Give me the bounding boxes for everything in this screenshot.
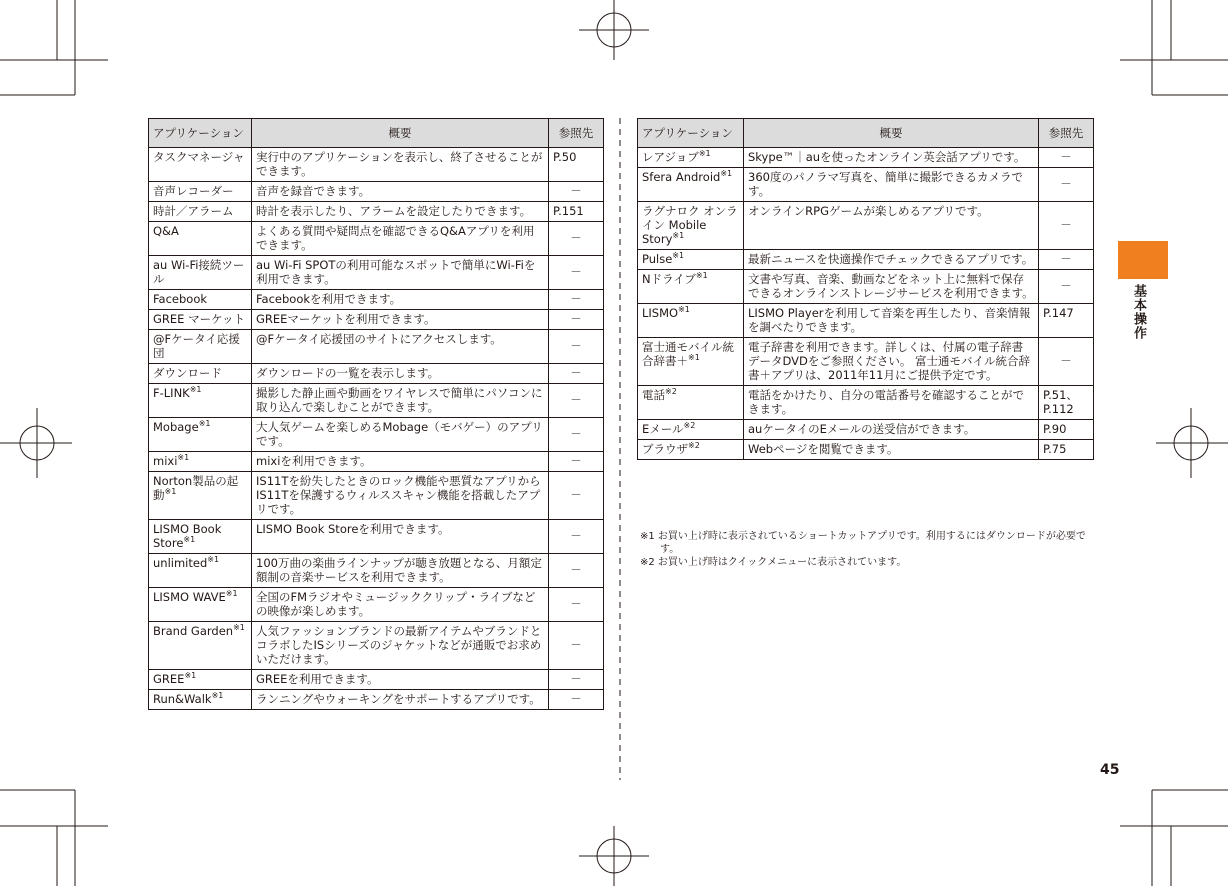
- right-table-body: [638, 148, 1094, 460]
- summary-cell: 人気ファッションブランドの最新アイテムやブランドとコラボしたISシリーズのジャケットなどが通販でお求めいただけます。: [252, 622, 549, 670]
- ref-cell: －: [1039, 338, 1094, 386]
- table-row: [149, 222, 604, 256]
- table-row: [638, 338, 1094, 386]
- table-row: [149, 418, 604, 452]
- app-name: LISMO WAVE: [153, 590, 226, 604]
- summary-cell: 大人気ゲームを楽しめるMobage（モバゲー）のアプリです。: [252, 418, 549, 452]
- header-summary: 概要: [252, 119, 549, 148]
- table-row: [638, 202, 1094, 250]
- section-tab-label: 基本操作: [1131, 284, 1146, 340]
- summary-cell: Facebookを利用できます。: [252, 290, 549, 310]
- summary-cell: 音声を録音できます。: [252, 182, 549, 202]
- ref-cell: －: [549, 472, 604, 520]
- app-name-cell: [149, 222, 252, 256]
- ref-cell: P.147: [1039, 304, 1094, 338]
- app-name-cell: [638, 250, 744, 270]
- footnote-marker: ※1: [672, 251, 685, 261]
- summary-cell: auケータイのEメールの送受信ができます。: [744, 420, 1039, 440]
- app-name-cell: [149, 670, 252, 690]
- footnote-marker: ※1: [198, 419, 211, 429]
- app-name: ブラウザ: [642, 442, 688, 456]
- summary-cell: @Fケータイ応援団のサイトにアクセスします。: [252, 330, 549, 364]
- summary-cell: 文書や写真、音楽、動画などをネット上に無料で保存できるオンラインストレージサービスを利用できます。: [744, 270, 1039, 304]
- app-name-cell: [149, 182, 252, 202]
- app-name: ダウンロード: [153, 366, 222, 380]
- footnote-marker: ※1: [695, 271, 708, 281]
- table-row: [638, 270, 1094, 304]
- app-name-cell: [638, 304, 744, 338]
- table-row: [638, 440, 1094, 460]
- app-name-cell: [149, 472, 252, 520]
- summary-cell: よくある質問や疑問点を確認できるQ&Aアプリを利用できます。: [252, 222, 549, 256]
- app-name: au Wi-Fi接続ツール: [153, 258, 245, 286]
- app-name: Facebook: [153, 292, 208, 306]
- footnote-marker: ※1: [184, 671, 197, 681]
- ref-cell: －: [1039, 250, 1094, 270]
- app-name-cell: [638, 148, 744, 168]
- footnote-marker: ※1: [720, 169, 733, 179]
- app-name-cell: [149, 520, 252, 554]
- summary-cell: mixiを利用できます。: [252, 452, 549, 472]
- summary-cell: オンラインRPGゲームが楽しめるアプリです。: [744, 202, 1039, 250]
- ref-cell: －: [1039, 168, 1094, 202]
- summary-cell: 全国のFMラジオやミュージッククリップ・ライブなどの映像が楽しめます。: [252, 588, 549, 622]
- footnote-marker: ※1: [177, 453, 190, 463]
- summary-cell: 360度のパノラマ写真を、簡単に撮影できるカメラです。: [744, 168, 1039, 202]
- ref-cell: －: [549, 256, 604, 290]
- footnote-marker: ※1: [164, 487, 177, 497]
- app-name-cell: [638, 440, 744, 460]
- app-name-cell: [149, 588, 252, 622]
- app-name: 富士通モバイル統合辞書＋: [642, 340, 734, 368]
- ref-cell: －: [549, 330, 604, 364]
- ref-cell: －: [549, 364, 604, 384]
- footnotes: [640, 530, 1095, 569]
- ref-cell: P.75: [1039, 440, 1094, 460]
- app-name: 音声レコーダー: [153, 184, 234, 198]
- table-row: [638, 148, 1094, 168]
- ref-cell: －: [549, 554, 604, 588]
- ref-cell: －: [1039, 148, 1094, 168]
- table-row: [149, 554, 604, 588]
- table-row: [149, 330, 604, 364]
- summary-cell: LISMO Book Storeを利用できます。: [252, 520, 549, 554]
- summary-cell: 時計を表示したり、アラームを設定したりできます。: [252, 202, 549, 222]
- app-name-cell: [149, 310, 252, 330]
- ref-cell: －: [549, 418, 604, 452]
- table-row: [149, 452, 604, 472]
- ref-cell: －: [1039, 270, 1094, 304]
- app-name: Sfera Android: [642, 170, 721, 184]
- table-row: [149, 290, 604, 310]
- table-row: [149, 148, 604, 182]
- app-name-cell: [638, 338, 744, 386]
- app-name-cell: [149, 622, 252, 670]
- app-name-cell: [149, 364, 252, 384]
- footnote-marker: ※2: [683, 421, 696, 431]
- footnote-marker: ※2: [688, 441, 700, 451]
- ref-cell: －: [1039, 202, 1094, 250]
- app-name: LISMO Book Store: [153, 522, 222, 550]
- header-summary: 概要: [744, 119, 1039, 148]
- table-row: [149, 256, 604, 290]
- app-name-cell: [149, 330, 252, 364]
- app-name-cell: [638, 270, 744, 304]
- app-name: GREE マーケット: [153, 312, 246, 326]
- table-row: [638, 250, 1094, 270]
- summary-cell: 電話をかけたり、自分の電話番号を確認することができます。: [744, 386, 1039, 420]
- app-name: Nドライブ: [642, 272, 696, 286]
- app-name-cell: [149, 384, 252, 418]
- footnote-2: ※2 お買い上げ時はクイックメニューに表示されています。: [640, 557, 907, 568]
- footnote-marker: ※1: [183, 535, 196, 545]
- app-name: レアジョブ: [642, 150, 699, 164]
- ref-cell: －: [549, 622, 604, 670]
- app-name: Mobage: [153, 420, 199, 434]
- table-row: [638, 420, 1094, 440]
- footnote-marker: ※1: [225, 589, 238, 599]
- footnote-1: ※1 お買い上げ時に表示されているショートカットアプリです。利用するにはダウンロードが必要です。: [640, 531, 1086, 555]
- footnote-marker: ※2: [665, 387, 677, 397]
- app-name: Q&A: [153, 224, 179, 238]
- table-row: [638, 304, 1094, 338]
- summary-cell: 実行中のアプリケーションを表示し、終了させることができます。: [252, 148, 549, 182]
- app-name: unlimited: [153, 556, 208, 570]
- app-name-cell: [149, 554, 252, 588]
- footnote-marker: ※1: [678, 305, 690, 315]
- app-name: Eメール: [642, 422, 684, 436]
- footnote-marker: ※1: [672, 231, 685, 241]
- ref-cell: －: [549, 520, 604, 554]
- footnote-marker: ※1: [207, 555, 220, 565]
- app-name: Pulse: [642, 252, 673, 266]
- app-name: Norton製品の起動: [153, 474, 239, 502]
- summary-cell: Skype™｜auを使ったオンライン英会話アプリです。: [744, 148, 1039, 168]
- ref-cell: －: [549, 310, 604, 330]
- app-name-cell: [149, 290, 252, 310]
- table-row: [149, 472, 604, 520]
- app-name-cell: [638, 168, 744, 202]
- right-app-table: [637, 118, 1094, 460]
- footnote-marker: ※1: [688, 353, 700, 363]
- ref-cell: P.151: [549, 202, 604, 222]
- summary-cell: GREEマーケットを利用できます。: [252, 310, 549, 330]
- table-row: [638, 168, 1094, 202]
- ref-cell: －: [549, 222, 604, 256]
- app-name-cell: [638, 420, 744, 440]
- table-row: [149, 384, 604, 418]
- footnote-marker: ※1: [211, 691, 224, 701]
- table-row: [149, 670, 604, 690]
- table-header-row: [149, 119, 604, 148]
- app-name: GREE: [153, 672, 185, 686]
- app-name: 電話: [642, 388, 665, 402]
- ref-cell: P.51、P.112: [1039, 386, 1094, 420]
- footnote-marker: ※1: [698, 149, 711, 159]
- ref-cell: －: [549, 588, 604, 622]
- ref-cell: P.50: [549, 148, 604, 182]
- ref-cell: －: [549, 670, 604, 690]
- footnote-marker: ※1: [233, 623, 245, 633]
- table-row: [149, 622, 604, 670]
- table-row: [149, 202, 604, 222]
- app-name: LISMO: [642, 306, 679, 320]
- ref-cell: －: [549, 182, 604, 202]
- table-row: [149, 690, 604, 710]
- left-table-body: [149, 148, 604, 710]
- app-name: タスクマネージャ: [153, 150, 245, 164]
- ref-cell: P.90: [1039, 420, 1094, 440]
- app-name: Run&Walk: [153, 692, 212, 706]
- footnote-marker: ※1: [189, 385, 202, 395]
- app-name: @Fケータイ応援団: [153, 332, 240, 360]
- app-name: ラグナロク オンライン Mobile Story: [642, 204, 738, 246]
- summary-cell: LISMO Playerを利用して音楽を再生したり、音楽情報を調べたりできます。: [744, 304, 1039, 338]
- summary-cell: GREEを利用できます。: [252, 670, 549, 690]
- summary-cell: 最新ニュースを快適操作でチェックできるアプリです。: [744, 250, 1039, 270]
- ref-cell: －: [549, 452, 604, 472]
- header-ref: 参照先: [549, 119, 604, 148]
- summary-cell: IS11Tを紛失したときのロック機能や悪質なアプリからIS11Tを保護するウィルススキャン機能を搭載したアプリです。: [252, 472, 549, 520]
- app-name-cell: [149, 148, 252, 182]
- app-name-cell: [149, 452, 252, 472]
- app-name-cell: [149, 256, 252, 290]
- app-name-cell: [638, 386, 744, 420]
- summary-cell: au Wi-Fi SPOTの利用可能なスポットで簡単にWi-Fiを利用できます。: [252, 256, 549, 290]
- ref-cell: －: [549, 384, 604, 418]
- header-app: アプリケーション: [638, 119, 744, 148]
- app-name: Brand Garden: [153, 624, 234, 638]
- summary-cell: Webページを閲覧できます。: [744, 440, 1039, 460]
- table-row: [149, 588, 604, 622]
- summary-cell: 撮影した静止画や動画をワイヤレスで簡単にパソコンに取り込んで楽しむことができます。: [252, 384, 549, 418]
- table-row: [638, 386, 1094, 420]
- page-number: 45: [1100, 762, 1120, 778]
- section-tab: [1118, 241, 1168, 279]
- header-ref: 参照先: [1039, 119, 1094, 148]
- app-name: F-LINK: [153, 386, 190, 400]
- left-app-table: [148, 118, 604, 710]
- app-name-cell: [149, 690, 252, 710]
- app-name-cell: [149, 418, 252, 452]
- app-name-cell: [149, 202, 252, 222]
- ref-cell: －: [549, 290, 604, 310]
- table-row: [149, 520, 604, 554]
- summary-cell: 100万曲の楽曲ラインナップが聴き放題となる、月額定額制の音楽サービスを利用できます。: [252, 554, 549, 588]
- summary-cell: ランニングやウォーキングをサポートするアプリです。: [252, 690, 549, 710]
- app-name-cell: [638, 202, 744, 250]
- summary-cell: 電子辞書を利用できます。詳しくは、付属の電子辞書データDVDをご参照ください。 富士通モバイル統合辞書＋アプリは、2011年11月にご提供予定です。: [744, 338, 1039, 386]
- app-name: 時計／アラーム: [153, 204, 234, 218]
- table-header-row: [638, 119, 1094, 148]
- table-row: [149, 310, 604, 330]
- table-row: [149, 182, 604, 202]
- table-row: [149, 364, 604, 384]
- ref-cell: －: [549, 690, 604, 710]
- app-name: mixi: [153, 454, 178, 468]
- header-app: アプリケーション: [149, 119, 252, 148]
- summary-cell: ダウンロードの一覧を表示します。: [252, 364, 549, 384]
